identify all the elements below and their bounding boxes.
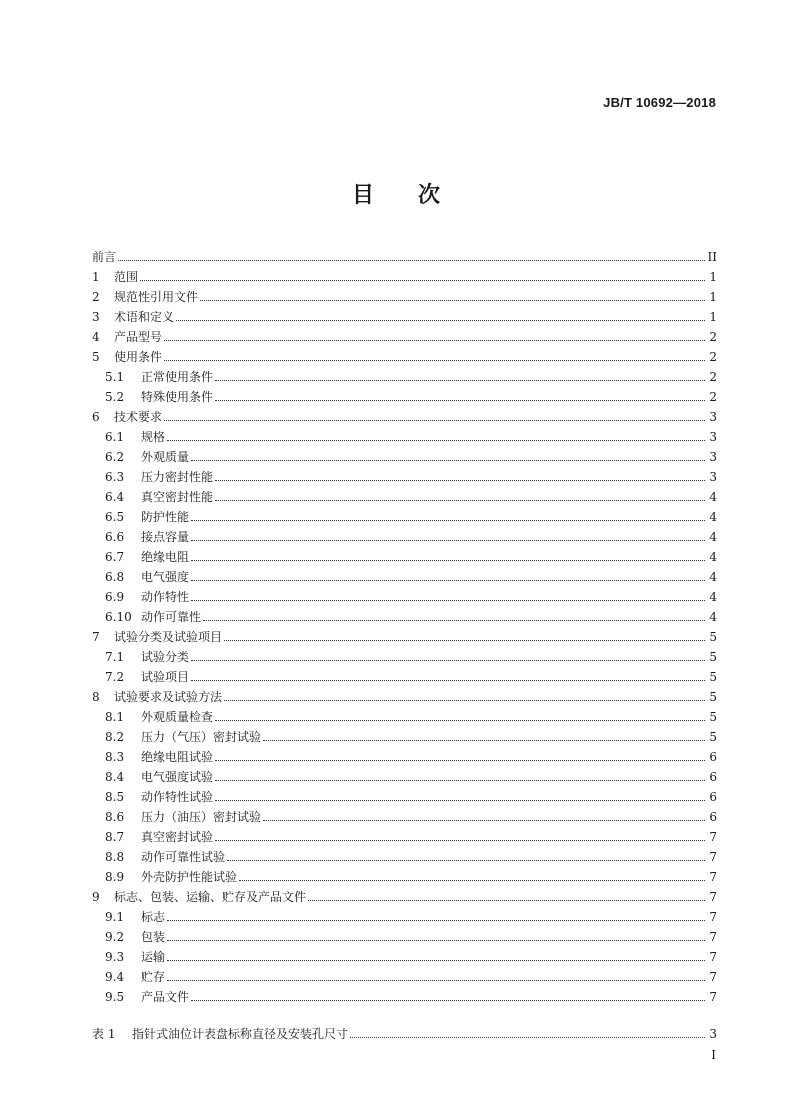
toc-entry-page: 1	[709, 270, 717, 284]
toc-entry-number: 6.3	[105, 470, 125, 484]
toc-entry-title: 外观质量	[141, 450, 190, 464]
toc-entry[interactable]	[92, 787, 717, 807]
toc-entry-page: 6	[709, 770, 717, 784]
toc-entry-title: 试验项目	[141, 670, 190, 684]
dot-leader	[167, 979, 705, 981]
toc-entry-number: 8.6	[105, 810, 125, 824]
toc-entry[interactable]	[92, 747, 717, 767]
toc-entry[interactable]	[92, 807, 717, 827]
toc-entry[interactable]	[92, 1024, 717, 1044]
dot-leader	[215, 799, 705, 801]
toc-entry-title: 正常使用条件	[141, 370, 214, 384]
toc-entry-page: 3	[709, 430, 717, 444]
toc-entry-number: 6.6	[105, 530, 125, 544]
toc-entry-title: 外壳防护性能试验	[141, 870, 238, 884]
dot-leader	[239, 879, 705, 881]
toc-entry-title: 动作特性试验	[141, 790, 214, 804]
dot-leader	[191, 519, 705, 521]
toc-entry-title: 标志	[141, 910, 166, 924]
toc-entry-page: 3	[709, 470, 717, 484]
dot-leader	[263, 819, 705, 821]
toc-entry[interactable]	[92, 247, 717, 267]
toc-entry-page: 4	[709, 590, 717, 604]
dot-leader	[167, 959, 705, 961]
toc-entry-number: 6.7	[105, 550, 125, 564]
dot-leader	[227, 859, 705, 861]
toc-entry-title: 指针式油位计表盘标称直径及安装孔尺寸	[132, 1027, 349, 1041]
toc-entry[interactable]	[92, 887, 717, 907]
toc-entry-title: 前言	[92, 250, 117, 264]
toc-entry-number: 8.3	[105, 750, 125, 764]
toc-entry-page: 7	[709, 870, 717, 884]
toc-entry-title: 贮存	[141, 970, 166, 984]
toc-entry-page: 7	[709, 950, 717, 964]
toc-entry-number: 5.1	[105, 370, 125, 384]
dot-leader	[200, 299, 705, 301]
toc-entry-title: 运输	[141, 950, 166, 964]
toc-entry-title: 真空密封性能	[141, 490, 214, 504]
toc-entry[interactable]	[92, 547, 717, 567]
dot-leader	[191, 999, 705, 1001]
dot-leader	[215, 399, 705, 401]
toc-entry-title: 包装	[141, 930, 166, 944]
toc-entry-title: 绝缘电阻	[141, 550, 190, 564]
toc-entry[interactable]	[92, 687, 717, 707]
toc-entry[interactable]	[92, 987, 717, 1007]
toc-entry[interactable]	[92, 367, 717, 387]
page-title	[0, 178, 792, 209]
toc-entry-title: 接点容量	[141, 530, 190, 544]
toc-entry-page: 5	[709, 710, 717, 724]
toc-entry[interactable]	[92, 967, 717, 987]
toc-entry[interactable]	[92, 667, 717, 687]
dot-leader	[118, 259, 705, 261]
title-char-1: 目	[351, 183, 374, 208]
toc-entry-title: 动作特性	[141, 590, 190, 604]
toc-entry-number: 表 1	[92, 1027, 116, 1041]
table-of-contents	[92, 247, 717, 1044]
dot-leader	[203, 619, 705, 621]
toc-entry[interactable]	[92, 527, 717, 547]
dot-leader	[263, 739, 705, 741]
toc-entry-page: 4	[709, 510, 717, 524]
toc-entry[interactable]	[92, 927, 717, 947]
toc-entry-page: 5	[709, 690, 717, 704]
toc-entry-page: 7	[709, 850, 717, 864]
dot-leader	[350, 1036, 705, 1038]
toc-entry[interactable]	[92, 827, 717, 847]
toc-entry-number: 9.2	[105, 930, 125, 944]
toc-entry[interactable]	[92, 707, 717, 727]
toc-entry-number: 5	[92, 350, 100, 364]
toc-entry-title: 使用条件	[114, 350, 163, 364]
dot-leader	[191, 579, 705, 581]
toc-entry-title: 压力（气压）密封试验	[141, 730, 262, 744]
toc-entry[interactable]	[92, 867, 717, 887]
toc-entry[interactable]	[92, 507, 717, 527]
dot-leader	[215, 379, 705, 381]
toc-entry-page: 2	[709, 370, 717, 384]
toc-entry-number: 6.5	[105, 510, 125, 524]
dot-leader	[167, 939, 705, 941]
toc-entry-title: 真空密封试验	[141, 830, 214, 844]
toc-entry-page: 7	[709, 990, 717, 1004]
toc-entry[interactable]	[92, 907, 717, 927]
dot-leader	[215, 759, 705, 761]
toc-entry-title: 产品型号	[114, 330, 163, 344]
toc-entry-number: 6.9	[105, 590, 125, 604]
toc-entry-title: 防护性能	[141, 510, 190, 524]
toc-entry-page: 4	[709, 610, 717, 624]
dot-leader	[215, 779, 705, 781]
toc-entry-page: 7	[709, 930, 717, 944]
toc-entry[interactable]	[92, 387, 717, 407]
toc-entry-page: 1	[709, 290, 717, 304]
dot-leader	[215, 719, 705, 721]
toc-entry-number: 8.8	[105, 850, 125, 864]
toc-entry-page: 6	[709, 810, 717, 824]
toc-entry-page: 3	[709, 410, 717, 424]
toc-entry-title: 产品文件	[141, 990, 190, 1004]
toc-entry-number: 6	[92, 410, 100, 424]
toc-entry-number: 6.10	[105, 610, 132, 624]
toc-entry-number: 8	[92, 690, 100, 704]
toc-entry-title: 绝缘电阻试验	[141, 750, 214, 764]
toc-entry[interactable]	[92, 607, 717, 627]
dot-leader	[215, 499, 705, 501]
dot-leader	[191, 659, 705, 661]
toc-entry-number: 8.7	[105, 830, 125, 844]
toc-entry-page: 6	[709, 790, 717, 804]
toc-entry-title: 试验分类及试验项目	[114, 630, 223, 644]
page-number: I	[711, 1048, 716, 1062]
toc-entry[interactable]	[92, 647, 717, 667]
toc-entry[interactable]	[92, 947, 717, 967]
toc-entry-number: 3	[92, 310, 100, 324]
toc-entry[interactable]	[92, 427, 717, 447]
toc-entry[interactable]	[92, 587, 717, 607]
toc-entry-number: 8.4	[105, 770, 125, 784]
dot-leader	[191, 679, 705, 681]
toc-entry-number: 7.2	[105, 670, 125, 684]
toc-entry[interactable]	[92, 487, 717, 507]
dot-leader	[191, 539, 705, 541]
dot-leader	[140, 279, 705, 281]
toc-entry-title: 试验要求及试验方法	[114, 690, 223, 704]
toc-entry-number: 7	[92, 630, 100, 644]
toc-entry[interactable]	[92, 447, 717, 467]
dot-leader	[215, 839, 705, 841]
toc-entry-page: 3	[709, 450, 717, 464]
toc-entry-title: 范围	[114, 270, 139, 284]
toc-entry-title: 压力密封性能	[141, 470, 214, 484]
toc-entry-page: 3	[709, 1027, 717, 1041]
toc-entry-number: 2	[92, 290, 100, 304]
dot-leader	[215, 479, 705, 481]
toc-entry-number: 9.3	[105, 950, 125, 964]
toc-entry[interactable]	[92, 267, 717, 287]
toc-entry-number: 9.5	[105, 990, 125, 1004]
toc-entry-page: 5	[709, 730, 717, 744]
toc-entry-title: 标志、包装、运输、贮存及产品文件	[114, 890, 307, 904]
toc-entry-page: 5	[709, 650, 717, 664]
toc-entry[interactable]	[92, 307, 717, 327]
toc-entry-number: 4	[92, 330, 100, 344]
toc-entry-title: 特殊使用条件	[141, 390, 214, 404]
toc-entry-page: II	[707, 250, 717, 264]
toc-entry[interactable]	[92, 467, 717, 487]
toc-entry-number: 7.1	[105, 650, 125, 664]
toc-entry[interactable]	[92, 287, 717, 307]
toc-entry-page: 7	[709, 830, 717, 844]
dot-leader	[167, 919, 705, 921]
toc-entry[interactable]	[92, 727, 717, 747]
toc-entry-title: 压力（油压）密封试验	[141, 810, 262, 824]
toc-entry-number: 8.1	[105, 710, 125, 724]
toc-entry[interactable]	[92, 767, 717, 787]
toc-entry-page: 1	[709, 310, 717, 324]
toc-entry-page: 2	[709, 330, 717, 344]
dot-leader	[224, 639, 705, 641]
toc-entry-title: 电气强度	[141, 570, 190, 584]
dot-leader	[167, 439, 705, 441]
title-char-2: 次	[418, 183, 441, 208]
dot-leader	[191, 559, 705, 561]
standard-code: JB/T 10692—2018	[603, 95, 716, 110]
toc-entry-page: 2	[709, 390, 717, 404]
toc-entry-page: 7	[709, 910, 717, 924]
toc-entry[interactable]	[92, 347, 717, 367]
toc-entry-page: 4	[709, 530, 717, 544]
dot-leader	[164, 339, 705, 341]
dot-leader	[308, 899, 705, 901]
dot-leader	[224, 699, 705, 701]
dot-leader	[164, 359, 705, 361]
toc-entry-page: 7	[709, 970, 717, 984]
toc-entry-title: 术语和定义	[114, 310, 175, 324]
toc-entry-page: 5	[709, 630, 717, 644]
toc-entry-number: 6.8	[105, 570, 125, 584]
toc-entry-number: 6.1	[105, 430, 125, 444]
toc-entry-page: 2	[709, 350, 717, 364]
toc-entry-title: 规格	[141, 430, 166, 444]
toc-entry-number: 8.5	[105, 790, 125, 804]
toc-entry-page: 7	[709, 890, 717, 904]
dot-leader	[176, 319, 705, 321]
toc-entry-title: 试验分类	[141, 650, 190, 664]
toc-entry[interactable]	[92, 847, 717, 867]
toc-entry-number: 9.4	[105, 970, 125, 984]
toc-entry-title: 外观质量检查	[141, 710, 214, 724]
toc-entry-title: 电气强度试验	[141, 770, 214, 784]
toc-entry-page: 4	[709, 490, 717, 504]
toc-entry-page: 4	[709, 570, 717, 584]
toc-entry-title: 技术要求	[114, 410, 163, 424]
toc-entry[interactable]	[92, 567, 717, 587]
toc-entry-page: 5	[709, 670, 717, 684]
toc-entry-number: 1	[92, 270, 100, 284]
dot-leader	[191, 459, 705, 461]
toc-entry-number: 8.2	[105, 730, 125, 744]
dot-leader	[191, 599, 705, 601]
toc-entry-page: 6	[709, 750, 717, 764]
toc-entry-number: 9.1	[105, 910, 125, 924]
toc-entry[interactable]	[92, 327, 717, 347]
toc-list	[92, 247, 717, 1007]
toc-entry-number: 6.4	[105, 490, 125, 504]
toc-entry[interactable]	[92, 627, 717, 647]
toc-entry-title: 规范性引用文件	[114, 290, 199, 304]
toc-entry-number: 9	[92, 890, 100, 904]
toc-entry-number: 5.2	[105, 390, 125, 404]
toc-entry-number: 8.9	[105, 870, 125, 884]
dot-leader	[164, 419, 705, 421]
toc-entry-title: 动作可靠性	[141, 610, 202, 624]
toc-entry-page: 4	[709, 550, 717, 564]
toc-entry-number: 6.2	[105, 450, 125, 464]
table-list	[92, 1024, 717, 1044]
toc-entry[interactable]	[92, 407, 717, 427]
toc-entry-title: 动作可靠性试验	[141, 850, 226, 864]
